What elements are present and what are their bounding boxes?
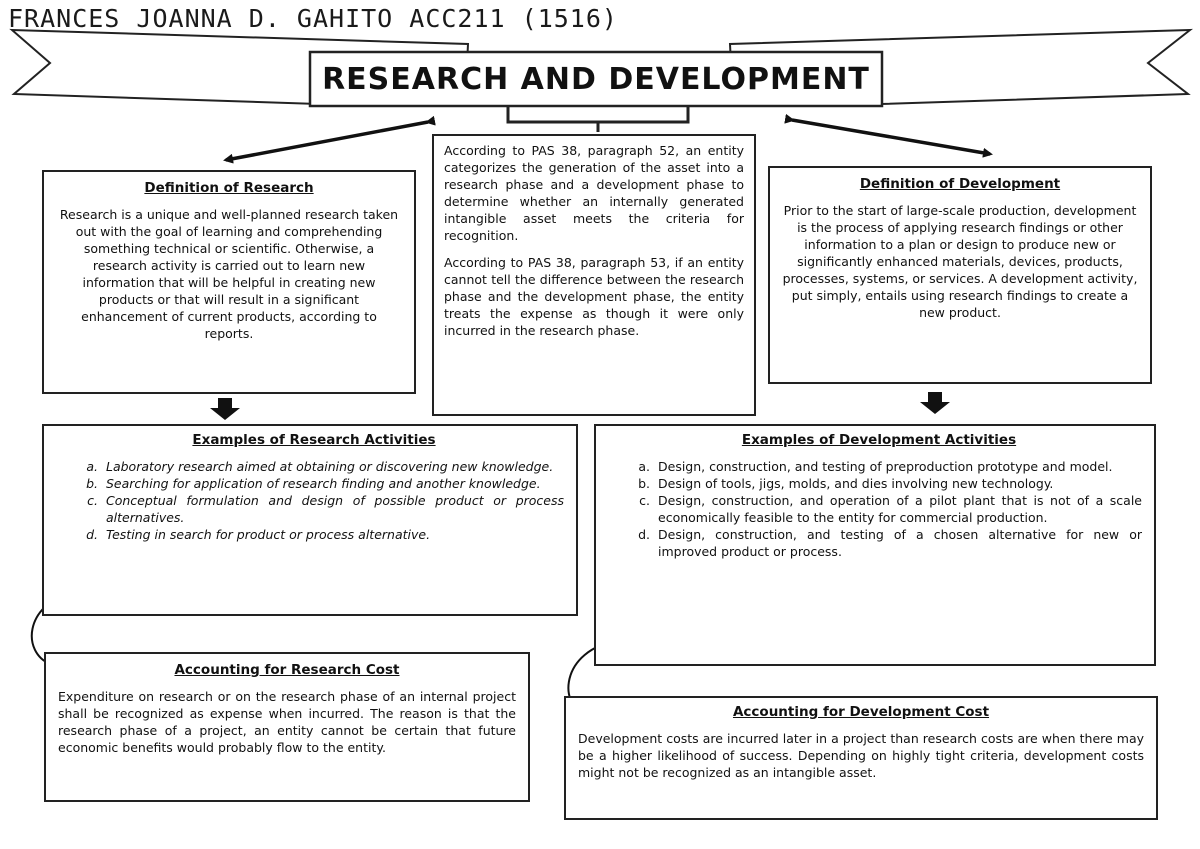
list-item: d. Testing in search for product or process alternative. xyxy=(102,526,564,543)
research-definition-box xyxy=(42,170,416,394)
list-item: d. Design, construction, and testing of a chosen alternative for new or improved product or process. xyxy=(654,526,1142,560)
pas38-box xyxy=(432,134,756,416)
list-item: b. Design of tools, jigs, molds, and dies involving new technology. xyxy=(654,475,1142,492)
pas38-paragraph-52: According to PAS 38, paragraph 52, an entity categorizes the generation of the asset into a research phase and a development phase to determine whether an internally generated intangible asset meets the criteria for recognition. xyxy=(444,143,744,243)
list-item: b. Searching for application of research finding and another knowledge. xyxy=(102,475,564,492)
list-item: a. Design, construction, and testing of preproduction prototype and model. xyxy=(654,458,1142,475)
down-arrow-research xyxy=(210,398,240,420)
author-label: FRANCES JOANNA D. GAHITO ACC211 (1516) xyxy=(8,4,618,33)
development-examples-box xyxy=(594,424,1156,666)
bracket xyxy=(508,106,688,132)
research-cost-box xyxy=(44,652,530,802)
pas38-paragraph-53: According to PAS 38, paragraph 53, if an entity cannot tell the difference between the research phase and the development phase, the entity treats the expense as though it were only incurred in the research phase. xyxy=(444,255,744,338)
development-examples-list xyxy=(616,458,1142,560)
page-title: RESEARCH AND DEVELOPMENT xyxy=(322,61,870,97)
down-arrow-development xyxy=(920,392,950,414)
list-item: c. Conceptual formulation and design of possible product or process alternatives. xyxy=(102,492,564,526)
development-definition-box xyxy=(768,166,1152,384)
research-examples-box xyxy=(42,424,578,616)
research-examples-title: Examples of Research Activities xyxy=(192,432,436,448)
arrow-to-development-definition xyxy=(792,120,990,154)
development-cost-text: Development costs are incurred later in a project than research costs are when there may be a higher likelihood of success. Depending on highly tight criteria, development costs might not be recognized as an intangible asset. xyxy=(578,731,1144,780)
research-cost-text: Expenditure on research or on the research phase of an internal project shall be recognized as expense when incurred. The reason is that the research phase of a project, an entity cannot be certain that future economic benefits would probably flow to the entity. xyxy=(58,689,516,755)
development-cost-box xyxy=(564,696,1158,820)
research-cost-title: Accounting for Research Cost xyxy=(174,662,400,678)
development-examples-title: Examples of Development Activities xyxy=(741,432,1017,448)
list-item: a. Laboratory research aimed at obtaining or discovering new knowledge. xyxy=(102,458,564,475)
research-definition-text: Research is a unique and well-planned research taken out with the goal of learning and comprehending something technical or scientific. Otherwise, a research activity is carried out to learn new information that will be helpful in creating new products or that will result in a significant enhancement of current products, according to reports. xyxy=(59,207,399,341)
research-examples-list xyxy=(64,458,564,543)
list-item: c. Design, construction, and operation of a pilot plant that is not of a scale economically feasible to the entity for commercial production. xyxy=(654,492,1142,526)
arrow-to-research-definition xyxy=(226,122,428,160)
development-definition-text: Prior to the start of large-scale production, development is the process of applying research findings or other information to a plan or design to produce new or significantly enhanced materials, devices, products, processes, systems, or services. A development activity, put simply, entails using research findings to create a new product. xyxy=(782,203,1138,320)
development-cost-title: Accounting for Development Cost xyxy=(732,704,990,720)
research-definition-title: Definition of Research xyxy=(144,180,314,196)
development-definition-title: Definition of Development xyxy=(859,176,1061,192)
